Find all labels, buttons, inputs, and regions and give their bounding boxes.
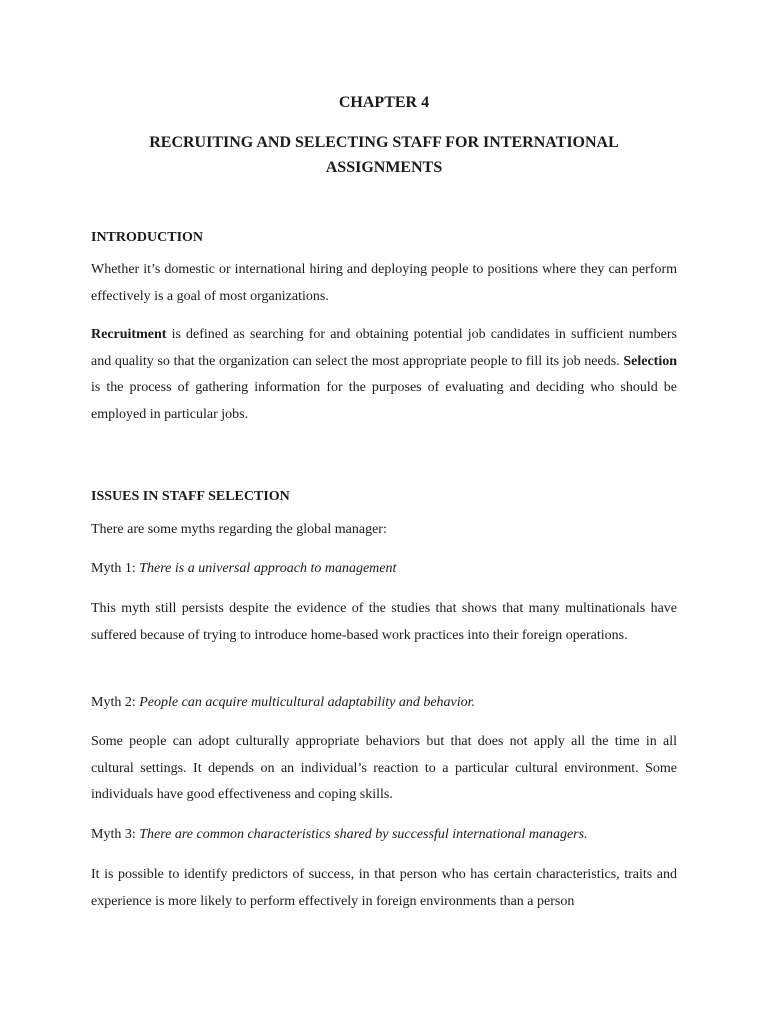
- myth-1-line: [91, 559, 677, 579]
- chapter-number: CHAPTER 4: [338, 94, 430, 111]
- recruitment-term: Recruitment: [91, 327, 167, 342]
- myth-3-title: There are common characteristics shared by successful international managers.: [139, 827, 588, 842]
- selection-definition: is the process of gathering information for the purposes of evaluating and deciding who should be employed in particular jobs.: [91, 380, 677, 422]
- myth-2-label: Myth 2:: [91, 695, 140, 710]
- chapter-title-line-1: RECRUITING AND SELECTING STAFF FOR INTERNATIONAL: [149, 134, 619, 151]
- issues-intro: There are some myths regarding the global manager:: [91, 522, 387, 537]
- issues-heading: ISSUES IN STAFF SELECTION: [91, 489, 290, 504]
- recruitment-definition: is defined as searching for and obtaining potential job candidates in sufficient numbers and quality so that the organization can select the most appropriate people to fill its job needs.: [91, 327, 677, 369]
- myth-2-line: [91, 693, 677, 713]
- introduction-paragraph-1: Whether it’s domestic or international hiring and deploying people to positions where they can perform effectively is a goal of most organizations.: [91, 262, 677, 304]
- introduction-paragraph-2: [91, 322, 677, 428]
- selection-term: Selection: [623, 353, 677, 369]
- myth-3-line: [91, 825, 677, 845]
- chapter-title-line-2: ASSIGNMENTS: [325, 159, 443, 176]
- myth-1-body: This myth still persists despite the evidence of the studies that shows that many multinationals have suffered because of trying to introduce home-based work practices into their foreign operations.: [91, 601, 677, 643]
- myth-1-title: There is a universal approach to management: [139, 561, 397, 576]
- myth-3-label: Myth 3:: [91, 827, 140, 842]
- myth-2-body: Some people can adopt culturally appropriate behaviors but that does not apply all the time in all cultural settings. It depends on an individual’s reaction to a particular cultural environment. Some individuals have good effectiveness and coping skills.: [91, 734, 677, 802]
- chapter-title: [91, 130, 677, 180]
- myth-3-body: It is possible to identify predictors of success, in that person who has certain characteristics, traits and experience is more likely to perform effectively in foreign environments than a person: [91, 867, 677, 909]
- myth-2-title: People can acquire multicultural adaptability and behavior.: [139, 695, 476, 710]
- introduction-heading: INTRODUCTION: [91, 230, 204, 245]
- myth-1-label: Myth 1:: [91, 561, 140, 576]
